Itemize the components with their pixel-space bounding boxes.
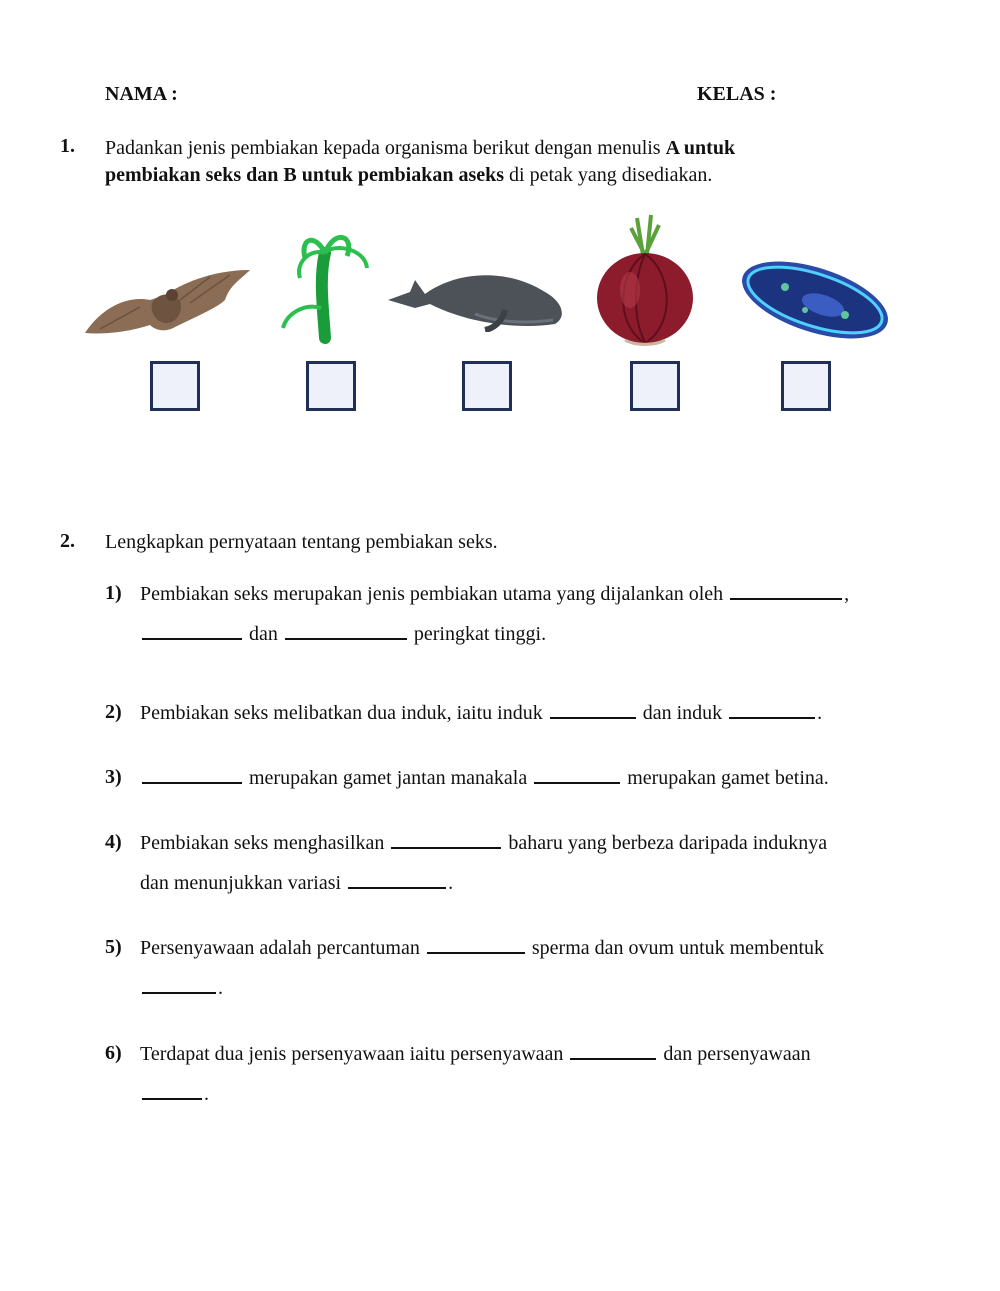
blank-5-2[interactable] xyxy=(142,976,216,994)
bat-image xyxy=(80,255,255,340)
nama-label: NAMA : xyxy=(105,83,178,105)
blank-6-1[interactable] xyxy=(570,1042,656,1060)
item-3-number: 3) xyxy=(105,766,122,788)
blank-3-1[interactable] xyxy=(142,766,242,784)
item-3-line: merupakan gamet jantan manakala merupakan gamet betina. xyxy=(140,766,829,790)
whale-image xyxy=(385,262,570,332)
answer-box-paramecium[interactable] xyxy=(781,361,831,411)
paramecium-image xyxy=(735,255,900,345)
blank-2-1[interactable] xyxy=(550,701,636,719)
onion-image xyxy=(585,210,705,350)
item-5-number: 5) xyxy=(105,936,122,958)
item-1-line-1: Pembiakan seks merupakan jenis pembiakan utama yang dijalankan oleh , xyxy=(140,583,850,605)
answer-box-hydra[interactable] xyxy=(306,361,356,411)
item-5-line-1: Persenyawaan adalah percantuman sperma dan ovum untuk membentuk xyxy=(140,937,825,959)
question-1-text: Padankan jenis pembiakan kepada organisma berikut dengan menulis A untuk pembiakan seks dan B untuk pembiakan aseks di petak yang disediakan. xyxy=(105,137,736,186)
item-1-number: 1) xyxy=(105,582,122,604)
question-1-number: 1. xyxy=(60,135,75,157)
item-4-number: 4) xyxy=(105,831,122,853)
blank-1-1[interactable] xyxy=(730,582,842,600)
blank-1-3[interactable] xyxy=(285,622,407,640)
blank-5-1[interactable] xyxy=(427,936,525,954)
kelas-label: KELAS : xyxy=(697,83,777,105)
answer-box-bat[interactable] xyxy=(150,361,200,411)
item-6-number: 6) xyxy=(105,1042,122,1064)
hydra-image xyxy=(275,228,375,348)
item-2-line: Pembiakan seks melibatkan dua induk, iaitu induk dan induk . xyxy=(140,702,823,724)
item-4-line-1: Pembiakan seks menghasilkan baharu yang berbeza daripada induknya xyxy=(140,832,828,854)
blank-3-2[interactable] xyxy=(534,766,620,784)
blank-2-2[interactable] xyxy=(729,701,815,719)
item-5-line-2: . xyxy=(140,976,223,1000)
item-6-line-1: Terdapat dua jenis persenyawaan iaitu persenyawaan dan persenyawaan xyxy=(140,1043,811,1065)
question-2-intro: Lengkapkan pernyataan tentang pembiakan seks. xyxy=(105,531,498,553)
question-2-number: 2. xyxy=(60,530,75,552)
item-2-number: 2) xyxy=(105,701,122,723)
blank-4-2[interactable] xyxy=(348,871,446,889)
blank-4-1[interactable] xyxy=(391,831,501,849)
blank-1-2[interactable] xyxy=(142,622,242,640)
item-4-line-2: dan menunjukkan variasi . xyxy=(140,872,454,894)
blank-6-2[interactable] xyxy=(142,1082,202,1100)
answer-box-whale[interactable] xyxy=(462,361,512,411)
item-1-line-2: dan peringkat tinggi. xyxy=(140,622,546,646)
answer-box-onion[interactable] xyxy=(630,361,680,411)
item-6-line-2: . xyxy=(140,1082,209,1106)
